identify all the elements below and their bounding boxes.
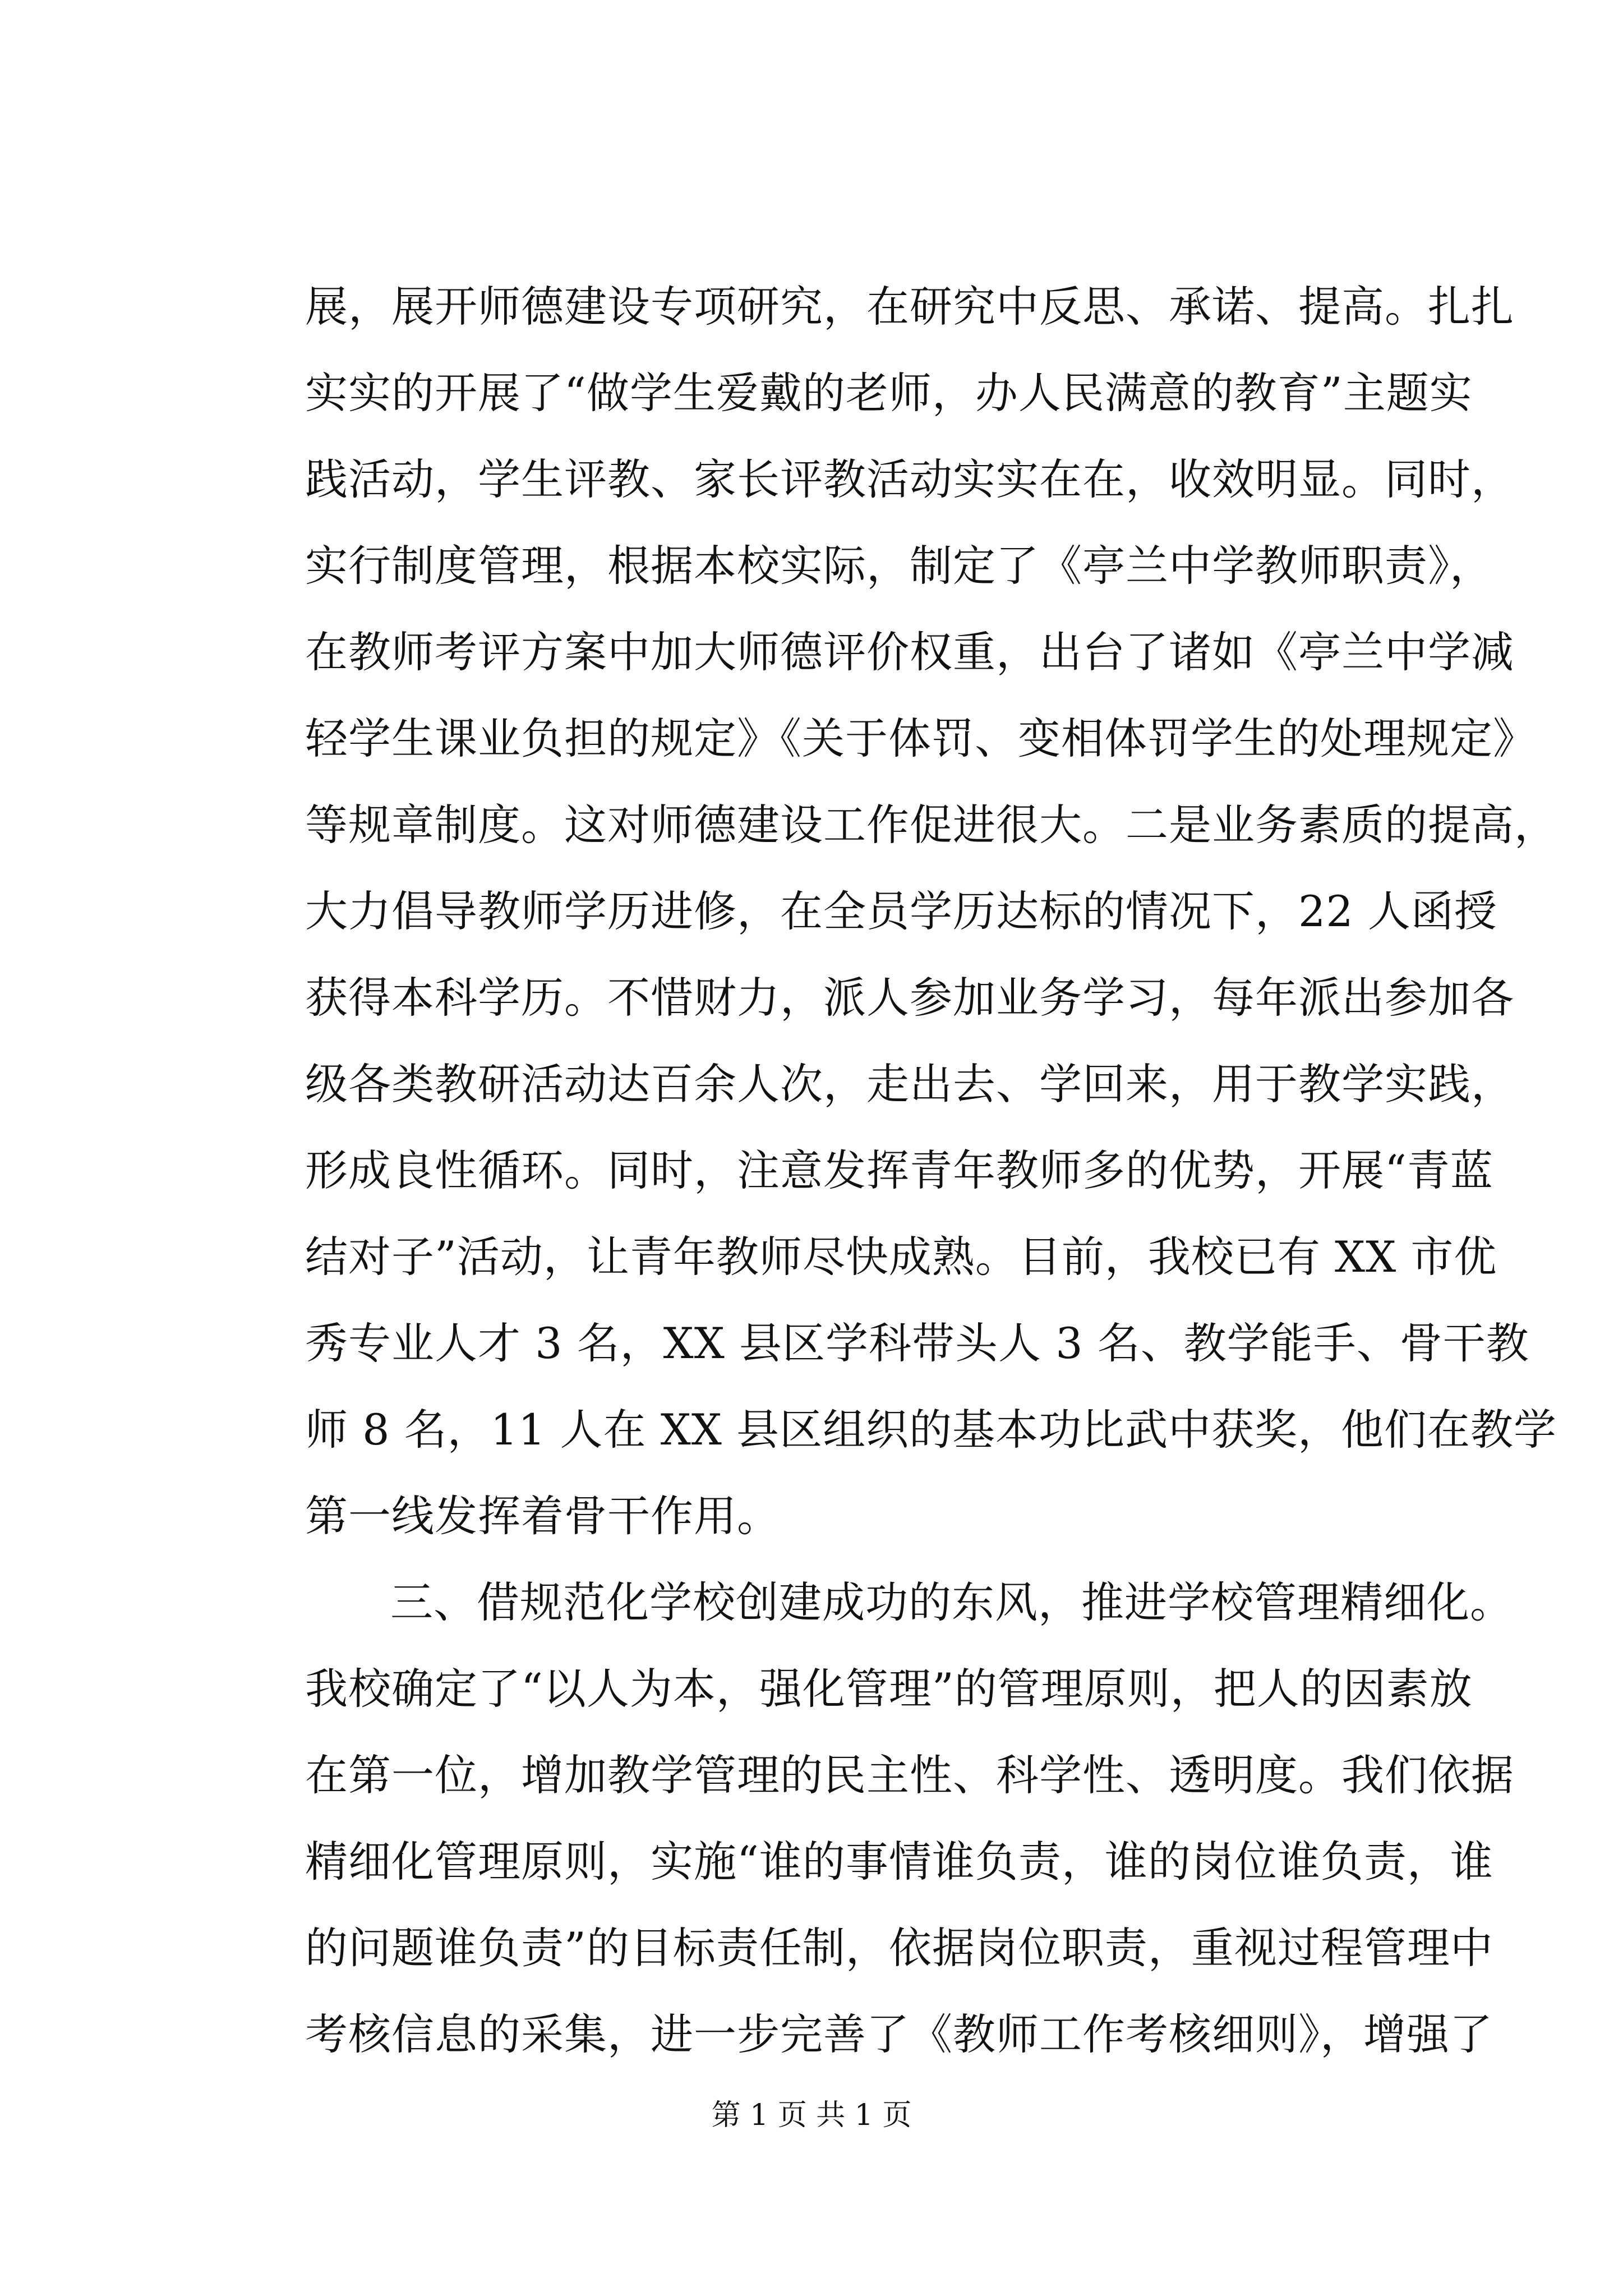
text-line: 获得本科学历。不惜财力，派人参加业务学习，每年派出参加各: [305, 973, 1514, 1023]
section-heading-line: 三、借规范化学校创建成功的东风，推进学校管理精细化。: [390, 1577, 1513, 1627]
page-number: 第 1 页 共 1 页: [711, 2099, 912, 2132]
page-footer: [0, 2096, 1623, 2135]
text-line: 精细化管理原则，实施“谁的事情谁负责，谁的岗位谁负责，谁: [305, 1837, 1493, 1887]
text-line: 大力倡导教师学历进修，在全员学历达标的情况下，22 人函授: [305, 886, 1497, 936]
text-line: 秀专业人才 3 名，XX 县区学科带头人 3 名、教学能手、骨干教: [305, 1318, 1529, 1368]
text-line: 践活动，学生评教、家长评教活动实实在在，收效明显。同时，: [305, 454, 1514, 504]
text-line: 形成良性循环。同时，注意发挥青年教师多的优势，开展“青蓝: [305, 1145, 1493, 1195]
text-line: 轻学生课业负担的规定》《关于体罚、变相体罚学生的处理规定》: [305, 714, 1536, 763]
body-text: [305, 264, 1557, 2078]
text-line: 我校确定了“以人为本，强化管理”的管理原则，把人的因素放: [305, 1664, 1473, 1714]
text-line: 的问题谁负责”的目标责任制，依据岗位职责，重视过程管理中: [305, 1923, 1493, 1973]
text-line: 第一线发挥着骨干作用。: [305, 1491, 780, 1541]
text-line: 在教师考评方案中加大师德评价权重，出台了诸如《亭兰中学减: [305, 627, 1514, 677]
text-line: 实实的开展了“做学生爱戴的老师，办人民满意的教育”主题实: [305, 368, 1473, 418]
text-line: 结对子”活动，让青年教师尽快成熟。目前，我校已有 XX 市优: [305, 1232, 1497, 1282]
text-line: 考核信息的采集，进一步完善了《教师工作考核细则》，增强了: [305, 2009, 1493, 2059]
text-line: 级各类教研活动达百余人次，走出去、学回来，用于教学实践，: [305, 1059, 1514, 1109]
text-line: 在第一位，增加教学管理的民主性、科学性、透明度。我们依据: [305, 1750, 1514, 1800]
text-line: 展，展开师德建设专项研究，在研究中反思、承诺、提高。扎扎: [305, 282, 1514, 332]
text-line: 师 8 名，11 人在 XX 县区组织的基本功比武中获奖，他们在教学: [305, 1405, 1557, 1455]
text-line: 实行制度管理，根据本校实际，制定了《亭兰中学教师职责》，: [305, 541, 1493, 591]
text-line: 等规章制度。这对师德建设工作促进很大。二是业务素质的提高，: [305, 800, 1557, 850]
